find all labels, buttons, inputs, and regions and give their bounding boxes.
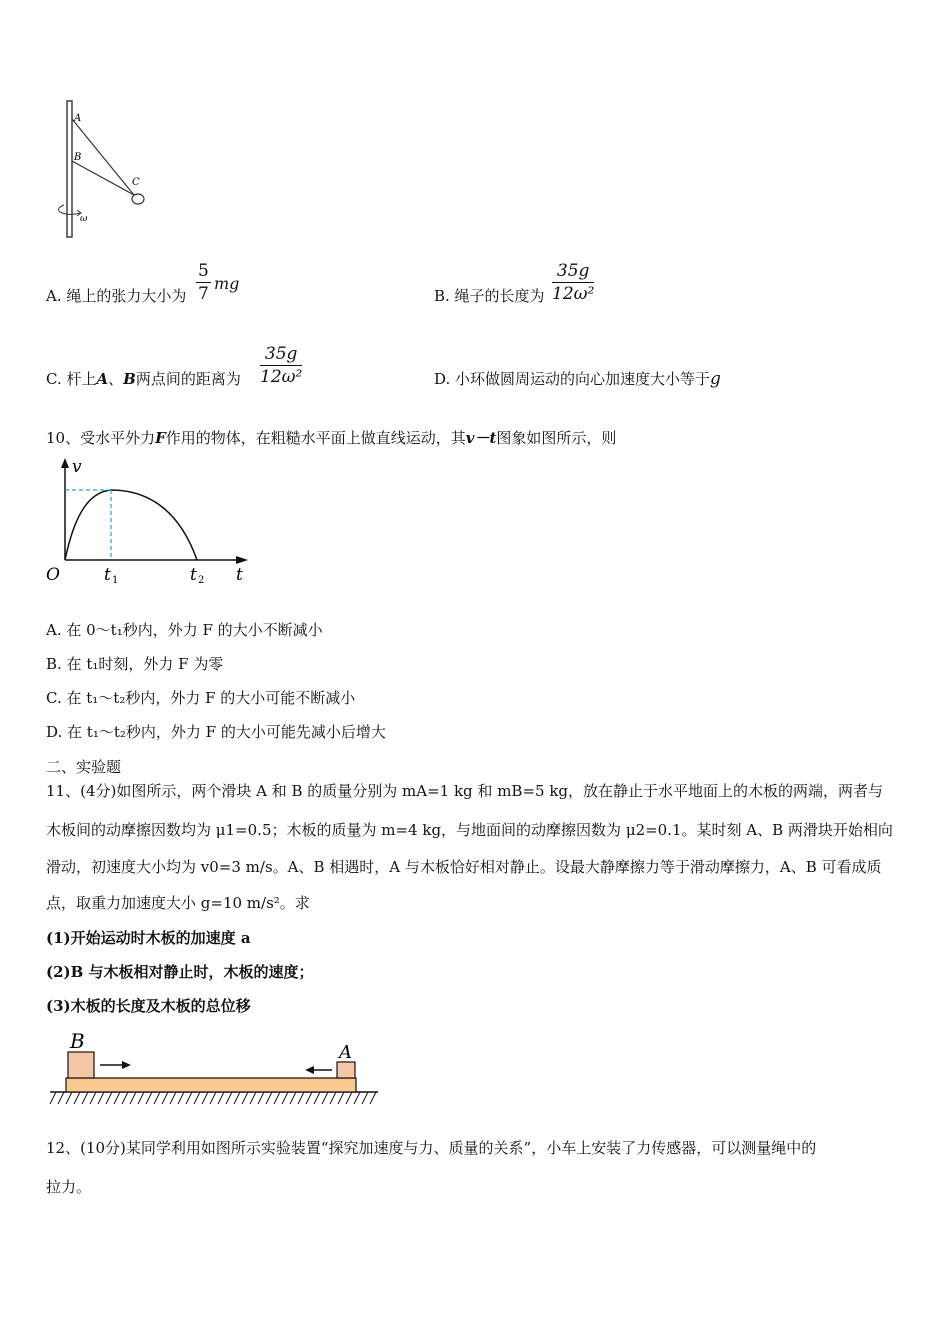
q11-line1: 11、(4分)如图所示，两个滑块 A 和 B 的质量分别为 mA=1 kg 和 mB=5 kg，放在静止于水平地面上的木板的两端，两者与	[46, 782, 884, 800]
q11-sub3: (3)木板的长度及木板的总位移	[46, 997, 251, 1015]
q9-b-num: 35g	[552, 260, 594, 283]
q11-sub1: (1)开始运动时木板的加速度 a	[46, 929, 251, 947]
arrow-a-head-icon	[305, 1066, 314, 1074]
q9-option-c-b: B	[123, 370, 136, 388]
arrow-b-head-icon	[122, 1061, 131, 1069]
rope-bc	[72, 161, 134, 195]
q9-option-a-prefix: A. 绳上的张力大小为	[46, 287, 187, 305]
block-b-label: B	[70, 1029, 85, 1053]
q9-a-den: 7	[198, 284, 209, 304]
vt-curve	[65, 490, 197, 560]
q10-stem-pre: 10、受水平外力	[46, 429, 156, 447]
q9-option-d-g: g	[710, 369, 721, 389]
q9-option-c-a: A	[96, 370, 109, 388]
q10-stem-post: 图象如图所示，则	[496, 429, 617, 447]
wood-board	[66, 1078, 356, 1092]
q9-option-d	[434, 369, 721, 389]
q10-option-b: B. 在 t₁时刻，外力 F 为零	[46, 655, 224, 673]
block-a	[337, 1062, 355, 1078]
q9-c-num: 35g	[260, 343, 302, 366]
section-title: 二、实验题	[46, 758, 122, 776]
label-c: C	[132, 177, 140, 188]
q10-stem-vt: v－t	[465, 429, 497, 447]
t-axis-arrow-icon	[236, 556, 248, 564]
q11-line3: 滑动，初速度大小均为 v0=3 m/s。A、B 相遇时，A 与木板恰好相对静止。设最大静摩擦力等于滑动摩擦力，A、B 可看成质	[46, 858, 882, 876]
vertical-rod	[67, 101, 72, 237]
q11-line4: 点，取重力加速度大小 g=10 m/s²。求	[46, 894, 310, 912]
q10-stem-f: F	[155, 429, 166, 447]
q9-option-b-fraction	[552, 260, 594, 305]
rod-rope-figure	[50, 95, 170, 245]
q9-option-d-prefix: D. 小环做圆周运动的向心加速度大小等于	[434, 370, 711, 388]
q10-option-d: D. 在 t₁～t₂秒内，外力 F 的大小可能先减小后增大	[46, 723, 386, 741]
label-b: B	[74, 152, 82, 163]
q12-line1: 12、(10分)某同学利用如图所示实验装置“探究加速度与力、质量的关系”，小车上安装了力传感器，可以测量绳中的	[46, 1139, 817, 1157]
t1-sub: 1	[112, 575, 119, 586]
q9-option-c-fraction	[260, 343, 302, 388]
ground-hatching	[50, 1092, 376, 1104]
q9-option-a-fraction	[196, 260, 211, 305]
t2-sub: 2	[198, 575, 205, 586]
label-a: A	[74, 113, 82, 124]
label-omega: ω	[80, 214, 88, 224]
q10-stem-mid: 作用的物体，在粗糙水平面上做直线运动，其	[165, 429, 466, 447]
q9-option-c	[46, 369, 241, 389]
t-label: t	[236, 565, 243, 585]
q9-option-c-sep: 、	[108, 370, 124, 388]
t1-label: t	[104, 565, 111, 585]
q9-option-b-prefix: B. 绳子的长度为	[434, 287, 545, 305]
q10-stem	[46, 428, 616, 448]
q11-line2: 木板间的动摩擦因数均为 μ1=0.5；木板的质量为 m=4 kg，与地面间的动摩擦因数为 μ2=0.1。某时刻 A、B 两滑块开始相向	[46, 821, 893, 839]
q12-line2: 拉力。	[46, 1178, 92, 1196]
block-b	[68, 1052, 94, 1078]
q11-sub2: (2)B 与木板相对静止时，木板的速度；	[46, 963, 314, 981]
q9-b-den: 12ω²	[552, 284, 595, 304]
q10-option-c: C. 在 t₁～t₂秒内，外力 F 的大小可能不断减小	[46, 689, 356, 707]
q9-option-a	[46, 286, 186, 306]
q9-option-c-prefix: C. 杆上	[46, 370, 97, 388]
q9-option-c-mid: 两点间的距离为	[135, 370, 241, 388]
q10-option-a: A. 在 0～t₁秒内，外力 F 的大小不断减小	[46, 621, 323, 639]
q9-option-a-mg: mg	[214, 274, 240, 293]
q9-option-b	[434, 286, 545, 306]
block-a-label: A	[339, 1042, 352, 1063]
board-blocks-figure	[46, 1028, 386, 1110]
q9-c-den: 12ω²	[260, 367, 303, 387]
q9-a-num: 5	[198, 261, 209, 281]
t2-label: t	[190, 565, 197, 585]
vt-graph	[40, 452, 255, 587]
v-label: v	[72, 457, 82, 477]
v-axis-arrow-icon	[61, 458, 69, 468]
ring-c	[132, 194, 144, 204]
origin-label: O	[46, 565, 60, 585]
